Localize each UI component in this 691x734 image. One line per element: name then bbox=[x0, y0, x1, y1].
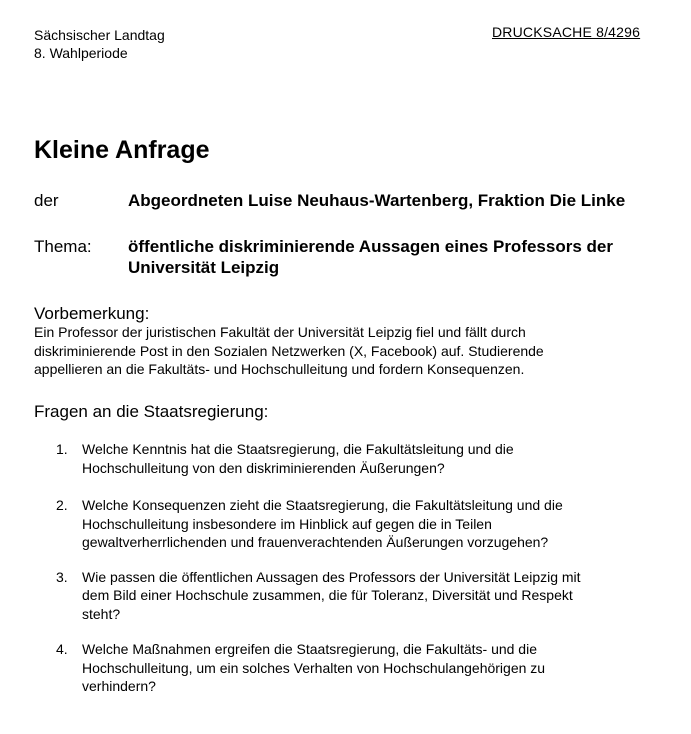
question-number: 4. bbox=[56, 641, 68, 657]
preliminary-line: Ein Professor der juristischen Fakultät der Universität Leipzig fiel und fällt durch bbox=[34, 324, 526, 340]
document-title: Kleine Anfrage bbox=[34, 136, 210, 164]
questions-list bbox=[56, 440, 686, 696]
question-number: 3. bbox=[56, 568, 68, 585]
question-line: Hochschulleitung insbesondere im Hinblick auf gegen die in Teilen bbox=[82, 515, 492, 532]
question-item bbox=[56, 640, 686, 696]
question-number: 2. bbox=[56, 497, 68, 513]
author-label: der bbox=[34, 191, 59, 210]
question-line: dem Bild einer Hochschule zusammen, die für Toleranz, Diversität und Respekt bbox=[82, 587, 573, 603]
question-number: 1. bbox=[56, 441, 68, 457]
question-line: Welche Maßnahmen ergreifen die Staatsregierung, die Fakultäts- und die bbox=[82, 641, 537, 657]
document-number: DRUCKSACHE 8/4296 bbox=[492, 24, 641, 40]
preliminary-text bbox=[34, 323, 674, 379]
question-line: Hochschulleitung, um ein solches Verhalten von Hochschulangehörigen zu bbox=[82, 659, 546, 676]
preliminary-line: diskriminierende Post in den Sozialen Netzwerken (X, Facebook) auf. Studierende bbox=[34, 342, 544, 359]
question-line: Hochschulleitung von den diskriminierenden Äußerungen? bbox=[82, 459, 445, 476]
preliminary-line: appellieren an die Fakultäts- und Hochschulleitung und fordern Konsequenzen. bbox=[34, 361, 525, 377]
question-item bbox=[56, 440, 686, 477]
parliament-name: Sächsischer Landtag bbox=[34, 27, 165, 43]
question-line: Welche Konsequenzen zieht die Staatsregierung, die Fakultätsleitung und die bbox=[82, 497, 563, 513]
legislative-period: 8. Wahlperiode bbox=[34, 45, 128, 61]
topic-label: Thema: bbox=[34, 237, 92, 256]
question-item bbox=[56, 496, 686, 552]
questions-heading: Fragen an die Staatsregierung: bbox=[34, 402, 269, 421]
preliminary-heading: Vorbemerkung: bbox=[34, 304, 150, 323]
parliament-header bbox=[34, 26, 165, 62]
question-item bbox=[56, 568, 686, 624]
topic-value bbox=[128, 236, 613, 278]
question-line: steht? bbox=[82, 605, 121, 622]
question-line: verhindern? bbox=[82, 678, 156, 694]
question-line: Wie passen die öffentlichen Aussagen des Professors der Universität Leipzig mit bbox=[82, 568, 581, 585]
question-line: Welche Kenntnis hat die Staatsregierung, die Fakultätsleitung und die bbox=[82, 441, 514, 457]
question-line: gewaltverherrlichenden und frauenverachtenden Äußerungen vorzugehen? bbox=[82, 534, 549, 550]
topic-line: öffentliche diskriminierende Aussagen eines Professors der bbox=[128, 237, 613, 256]
author-value: Abgeordneten Luise Neuhaus-Wartenberg, Fraktion Die Linke bbox=[128, 191, 626, 210]
topic-line: Universität Leipzig bbox=[128, 258, 280, 277]
